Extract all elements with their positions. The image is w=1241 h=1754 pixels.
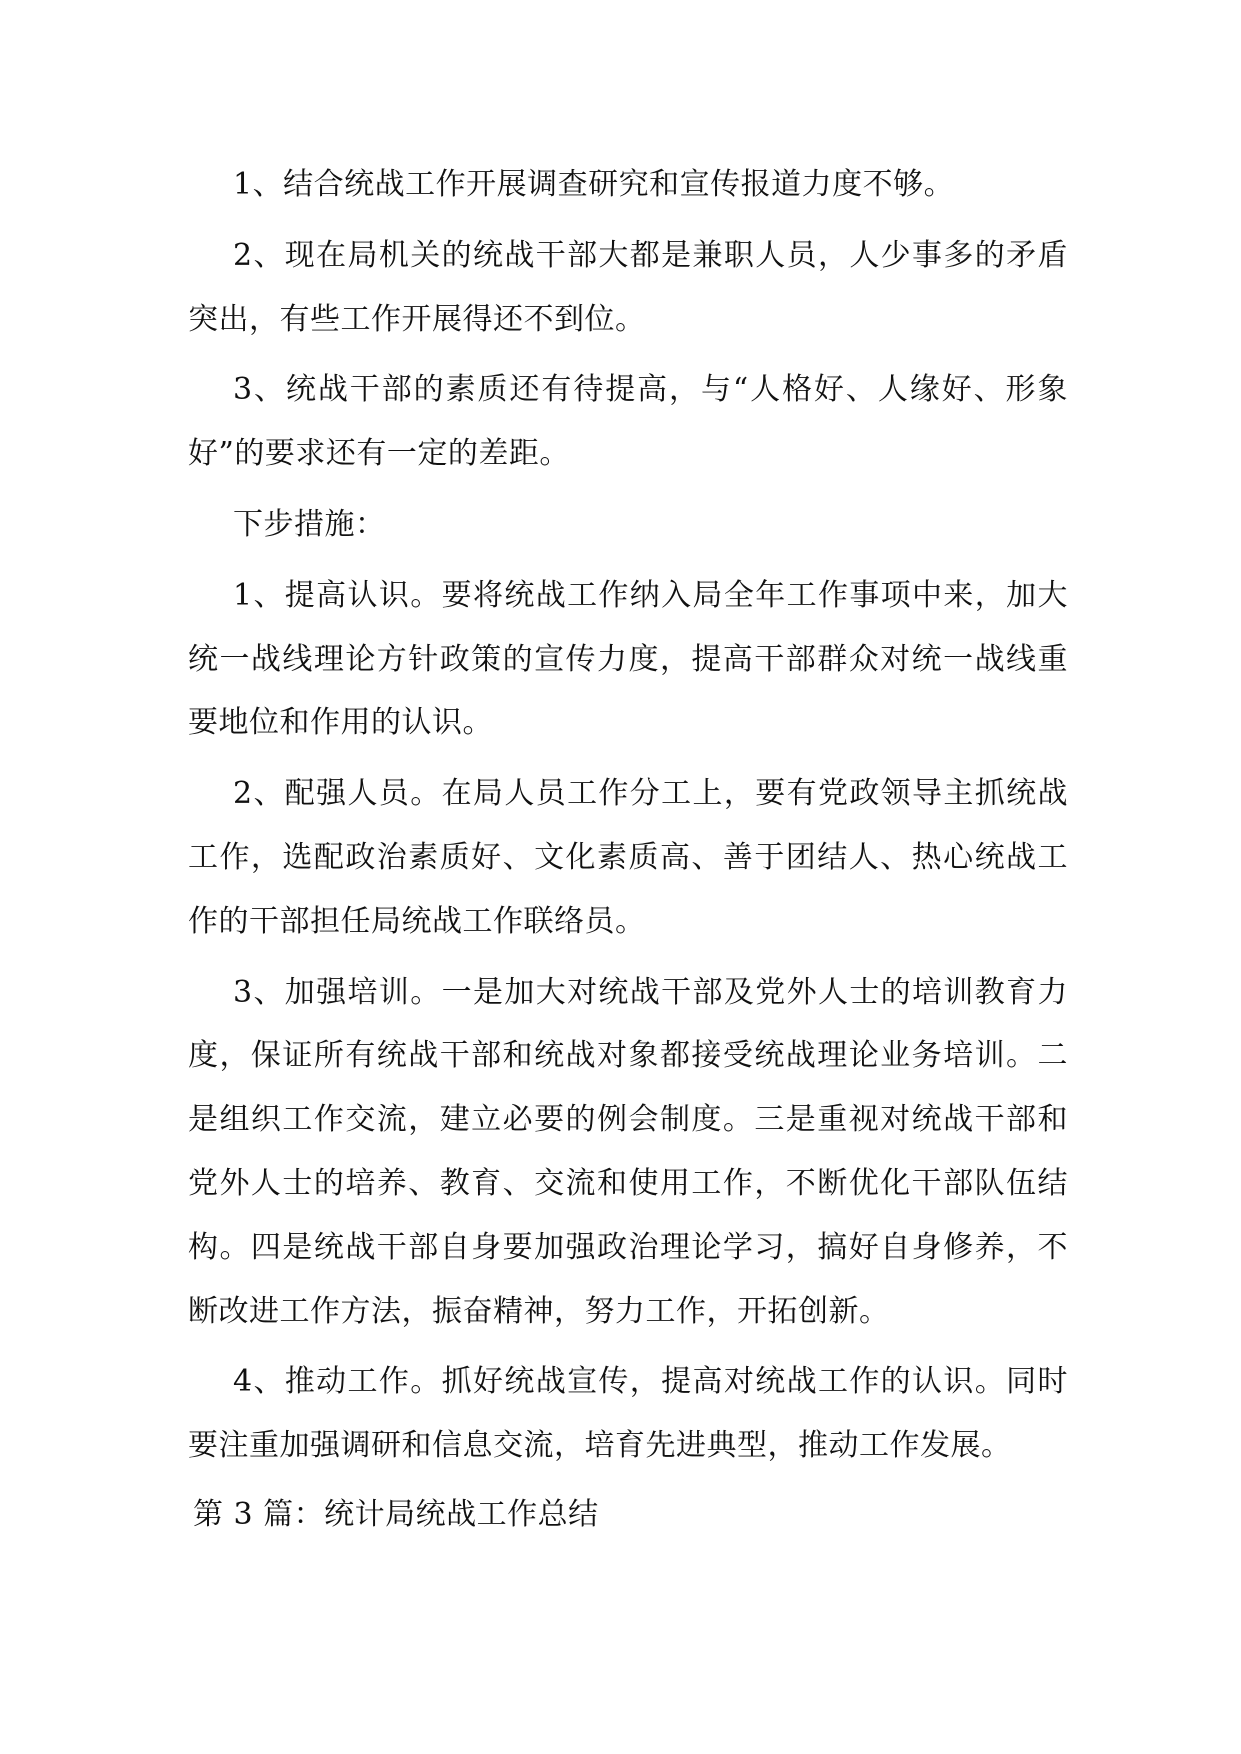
paragraph-measure-2: 2、配强人员。在局人员工作分工上，要有党政领导主抓统战工作，选配政治素质好、文化素质高、善于团结人、热心统战工作的干部担任局统战工作联络员。: [188, 776, 1068, 939]
document-body: [188, 153, 1068, 1485]
paragraph-next-steps-label: 下步措施：: [233, 506, 386, 542]
paragraph-measure-3: 3、加强培训。一是加大对统战干部及党外人士的培训教育力度，保证所有统战干部和统战对象都接受统战理论业务培训。二是组织工作交流，建立必要的例会制度。三是重视对统战干部和党外人士的培养、教育、交流和使用工作，不断优化干部队伍结构。四是统战干部自身要加强政治理论学习，搞好自身修养，不断改进工作方法，振奋精神，努力工作，开拓创新。: [188, 974, 1068, 1329]
section-heading: 第 3 篇：统计局统战工作总结: [193, 1497, 599, 1532]
paragraph-measure-4: 4、推动工作。抓好统战宣传，提高对统战工作的认识。同时要注重加强调研和信息交流，培育先进典型，推动工作发展。: [188, 1364, 1068, 1464]
paragraph-problem-1: 1、结合统战工作开展调查研究和宣传报道力度不够。: [233, 167, 955, 202]
paragraph-problem-3: 3、统战干部的素质还有待提高，与“人格好、人缘好、形象好”的要求还有一定的差距。: [188, 372, 1068, 472]
paragraph-measure-1: 1、提高认识。要将统战工作纳入局全年工作事项中来，加大统一战线理论方针政策的宣传力度，提高干部群众对统一战线重要地位和作用的认识。: [188, 577, 1068, 741]
paragraph-problem-2: 2、现在局机关的统战干部大都是兼职人员，人少事多的矛盾突出，有些工作开展得还不到位。: [188, 237, 1068, 337]
